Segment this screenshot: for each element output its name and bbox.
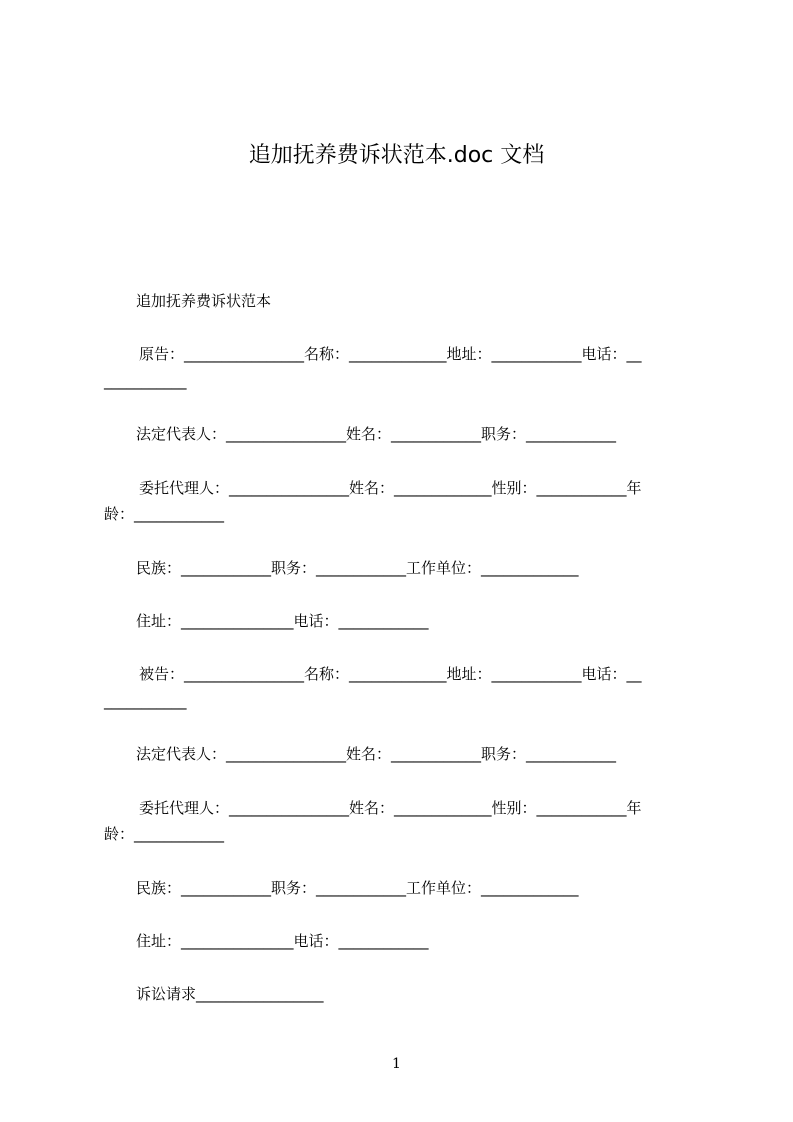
- defendant-legal-rep-line: 法定代表人：________________姓名：____________职务：____________: [136, 745, 617, 763]
- document-heading: 追加抚养费诉状范本: [136, 292, 272, 310]
- defendant-address-line: 住址：_______________电话：____________: [136, 932, 429, 950]
- plaintiff-line-continued: ___________: [104, 372, 187, 390]
- defendant-agent-age-line: 龄：____________: [104, 825, 225, 843]
- plaintiff-legal-rep-line: 法定代表人：________________姓名：____________职务：____________: [136, 425, 617, 443]
- document-title: 追加抚养费诉状范本.doc 文档: [248, 143, 545, 168]
- plaintiff-line: 原告：________________名称：_____________地址：____________电话：__: [139, 345, 642, 363]
- plaintiff-ethnicity-line: 民族：____________职务：____________工作单位：_____________: [136, 559, 579, 577]
- claims-line: 诉讼请求_________________: [136, 985, 324, 1003]
- defendant-line-continued: ___________: [104, 692, 187, 710]
- plaintiff-address-line: 住址：_______________电话：____________: [136, 612, 429, 630]
- defendant-agent-line: 委托代理人：________________姓名：_____________性别：____________年: [139, 799, 642, 817]
- defendant-line: 被告：________________名称：_____________地址：____________电话：__: [139, 665, 642, 683]
- defendant-ethnicity-line: 民族：____________职务：____________工作单位：_____________: [136, 879, 579, 897]
- plaintiff-agent-age-line: 龄：____________: [104, 505, 225, 523]
- page-number: 1: [392, 1056, 401, 1072]
- plaintiff-agent-line: 委托代理人：________________姓名：_____________性别：____________年: [139, 479, 642, 497]
